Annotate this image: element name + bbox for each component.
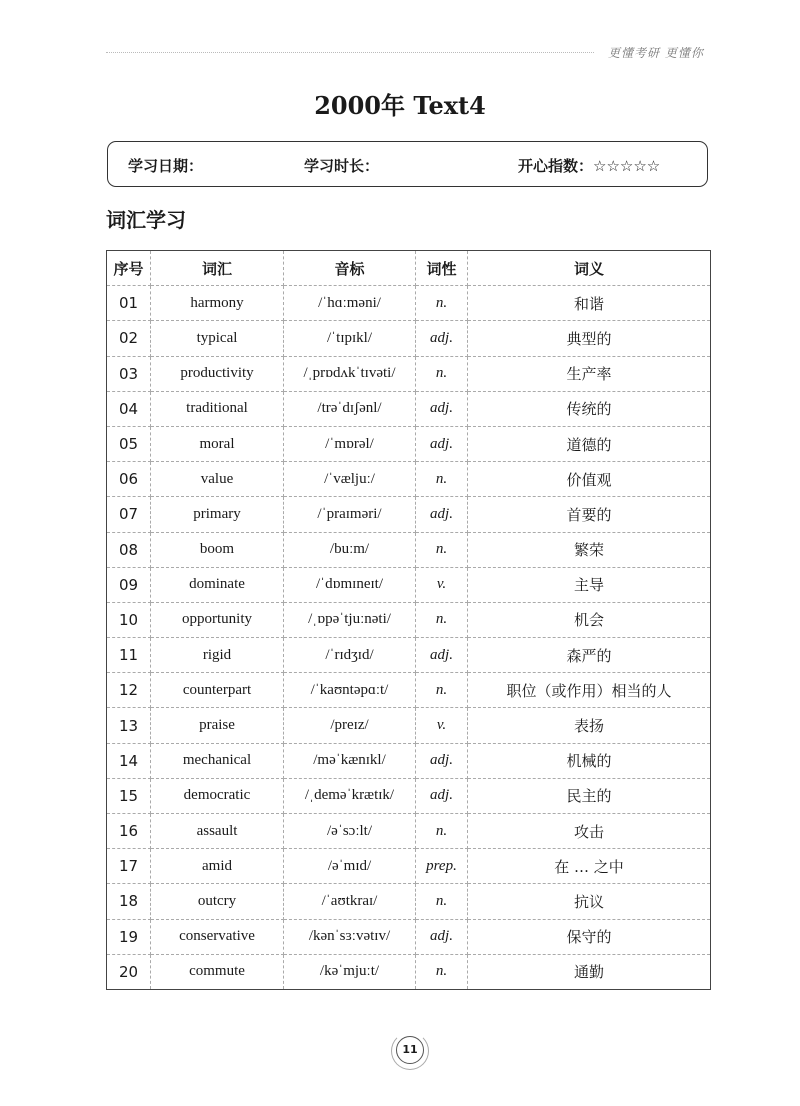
row-word: counterpart xyxy=(151,673,284,708)
page-title: 2000年 Text4 xyxy=(314,91,486,120)
row-word: boom xyxy=(151,532,284,567)
table-row xyxy=(107,567,711,602)
table-row xyxy=(107,391,711,426)
row-word: opportunity xyxy=(151,602,284,637)
study-duration-label: 学习时长： xyxy=(304,157,380,175)
header-divider xyxy=(106,52,594,53)
row-word: mechanical xyxy=(151,743,284,778)
row-meaning: 森严的 xyxy=(468,638,711,673)
table-row xyxy=(107,849,711,884)
row-index: 18 xyxy=(107,884,151,919)
table-row xyxy=(107,743,711,778)
row-meaning: 和谐 xyxy=(468,286,711,321)
row-meaning: 保守的 xyxy=(468,919,711,954)
table-row xyxy=(107,954,711,989)
row-index: 16 xyxy=(107,814,151,849)
row-pos: n. xyxy=(416,954,468,989)
row-phonetic: /ˈmɒrəl/ xyxy=(284,426,416,461)
row-meaning: 道德的 xyxy=(468,426,711,461)
row-meaning: 在 … 之中 xyxy=(468,849,711,884)
row-phonetic: /preɪz/ xyxy=(284,708,416,743)
row-index: 12 xyxy=(107,673,151,708)
row-pos: adj. xyxy=(416,778,468,813)
row-index: 01 xyxy=(107,286,151,321)
row-word: rigid xyxy=(151,638,284,673)
row-word: traditional xyxy=(151,391,284,426)
row-pos: adj. xyxy=(416,426,468,461)
row-word: outcry xyxy=(151,884,284,919)
section-title: 词汇学习 xyxy=(106,208,186,232)
row-phonetic: /ˈpraɪməri/ xyxy=(284,497,416,532)
row-index: 15 xyxy=(107,778,151,813)
row-word: praise xyxy=(151,708,284,743)
row-pos: n. xyxy=(416,884,468,919)
row-phonetic: /ˈrɪdʒɪd/ xyxy=(284,638,416,673)
row-phonetic: /əˈmɪd/ xyxy=(284,849,416,884)
row-meaning: 传统的 xyxy=(468,391,711,426)
table-row xyxy=(107,286,711,321)
row-phonetic: /ˈtɪpɪkl/ xyxy=(284,321,416,356)
table-row xyxy=(107,778,711,813)
table-row xyxy=(107,462,711,497)
row-phonetic: /ˌɒpəˈtjuːnəti/ xyxy=(284,602,416,637)
row-meaning: 机会 xyxy=(468,602,711,637)
row-index: 17 xyxy=(107,849,151,884)
table-header-row xyxy=(107,251,711,286)
row-pos: n. xyxy=(416,356,468,391)
row-meaning: 价值观 xyxy=(468,462,711,497)
row-phonetic: /kəˈmjuːt/ xyxy=(284,954,416,989)
table-row xyxy=(107,602,711,637)
row-phonetic: /ˈhɑːməni/ xyxy=(284,286,416,321)
row-index: 06 xyxy=(107,462,151,497)
row-meaning: 抗议 xyxy=(468,884,711,919)
row-pos: v. xyxy=(416,567,468,602)
row-word: commute xyxy=(151,954,284,989)
row-word: amid xyxy=(151,849,284,884)
header-pos: 词性 xyxy=(416,251,468,286)
row-pos: adj. xyxy=(416,391,468,426)
row-word: dominate xyxy=(151,567,284,602)
row-phonetic: /ˈkaʊntəpɑːt/ xyxy=(284,673,416,708)
header-slogan: 更懂考研 更懂你 xyxy=(608,46,704,60)
header-index: 序号 xyxy=(107,251,151,286)
happiness-rating: 开心指数：☆☆☆☆☆ xyxy=(518,157,661,175)
header-word: 词汇 xyxy=(151,251,284,286)
table-row xyxy=(107,356,711,391)
study-info-box xyxy=(107,141,708,187)
header-meaning: 词义 xyxy=(468,251,711,286)
row-word: typical xyxy=(151,321,284,356)
row-index: 05 xyxy=(107,426,151,461)
row-index: 04 xyxy=(107,391,151,426)
row-meaning: 典型的 xyxy=(468,321,711,356)
row-phonetic: /ˌprɒdʌkˈtɪvəti/ xyxy=(284,356,416,391)
row-phonetic: /buːm/ xyxy=(284,532,416,567)
row-phonetic: /ˈdɒmɪneɪt/ xyxy=(284,567,416,602)
row-meaning: 民主的 xyxy=(468,778,711,813)
row-pos: adj. xyxy=(416,638,468,673)
row-word: productivity xyxy=(151,356,284,391)
table-row xyxy=(107,919,711,954)
row-meaning: 表扬 xyxy=(468,708,711,743)
row-pos: prep. xyxy=(416,849,468,884)
page-number: 11 xyxy=(396,1036,424,1064)
row-pos: n. xyxy=(416,286,468,321)
study-date-label: 学习日期： xyxy=(128,157,204,175)
row-pos: n. xyxy=(416,462,468,497)
row-meaning: 通勤 xyxy=(468,954,711,989)
row-meaning: 机械的 xyxy=(468,743,711,778)
row-word: harmony xyxy=(151,286,284,321)
table-row xyxy=(107,884,711,919)
row-index: 02 xyxy=(107,321,151,356)
row-index: 13 xyxy=(107,708,151,743)
row-word: primary xyxy=(151,497,284,532)
row-pos: adj. xyxy=(416,743,468,778)
row-phonetic: /məˈkænɪkl/ xyxy=(284,743,416,778)
row-index: 14 xyxy=(107,743,151,778)
row-index: 11 xyxy=(107,638,151,673)
row-phonetic: /əˈsɔːlt/ xyxy=(284,814,416,849)
row-word: democratic xyxy=(151,778,284,813)
row-phonetic: /ˌdeməˈkrætɪk/ xyxy=(284,778,416,813)
row-index: 09 xyxy=(107,567,151,602)
row-word: value xyxy=(151,462,284,497)
row-meaning: 职位（或作用）相当的人 xyxy=(468,673,711,708)
row-pos: adj. xyxy=(416,919,468,954)
row-meaning: 首要的 xyxy=(468,497,711,532)
row-index: 10 xyxy=(107,602,151,637)
table-row xyxy=(107,532,711,567)
row-pos: n. xyxy=(416,602,468,637)
row-word: conservative xyxy=(151,919,284,954)
row-phonetic: /trəˈdɪʃənl/ xyxy=(284,391,416,426)
row-phonetic: /ˈaʊtkraɪ/ xyxy=(284,884,416,919)
table-row xyxy=(107,673,711,708)
row-index: 08 xyxy=(107,532,151,567)
row-word: moral xyxy=(151,426,284,461)
row-phonetic: /kənˈsɜːvətɪv/ xyxy=(284,919,416,954)
table-row xyxy=(107,497,711,532)
vocab-table xyxy=(106,250,711,990)
table-row xyxy=(107,708,711,743)
table-row xyxy=(107,426,711,461)
row-pos: adj. xyxy=(416,497,468,532)
row-index: 07 xyxy=(107,497,151,532)
row-pos: n. xyxy=(416,673,468,708)
row-index: 03 xyxy=(107,356,151,391)
row-meaning: 繁荣 xyxy=(468,532,711,567)
table-row xyxy=(107,321,711,356)
row-word: assault xyxy=(151,814,284,849)
row-phonetic: /ˈvæljuː/ xyxy=(284,462,416,497)
row-meaning: 攻击 xyxy=(468,814,711,849)
header-phonetic: 音标 xyxy=(284,251,416,286)
table-row xyxy=(107,814,711,849)
table-row xyxy=(107,638,711,673)
row-meaning: 生产率 xyxy=(468,356,711,391)
row-pos: n. xyxy=(416,814,468,849)
row-index: 19 xyxy=(107,919,151,954)
row-pos: v. xyxy=(416,708,468,743)
row-index: 20 xyxy=(107,954,151,989)
row-pos: adj. xyxy=(416,321,468,356)
row-meaning: 主导 xyxy=(468,567,711,602)
row-pos: n. xyxy=(416,532,468,567)
